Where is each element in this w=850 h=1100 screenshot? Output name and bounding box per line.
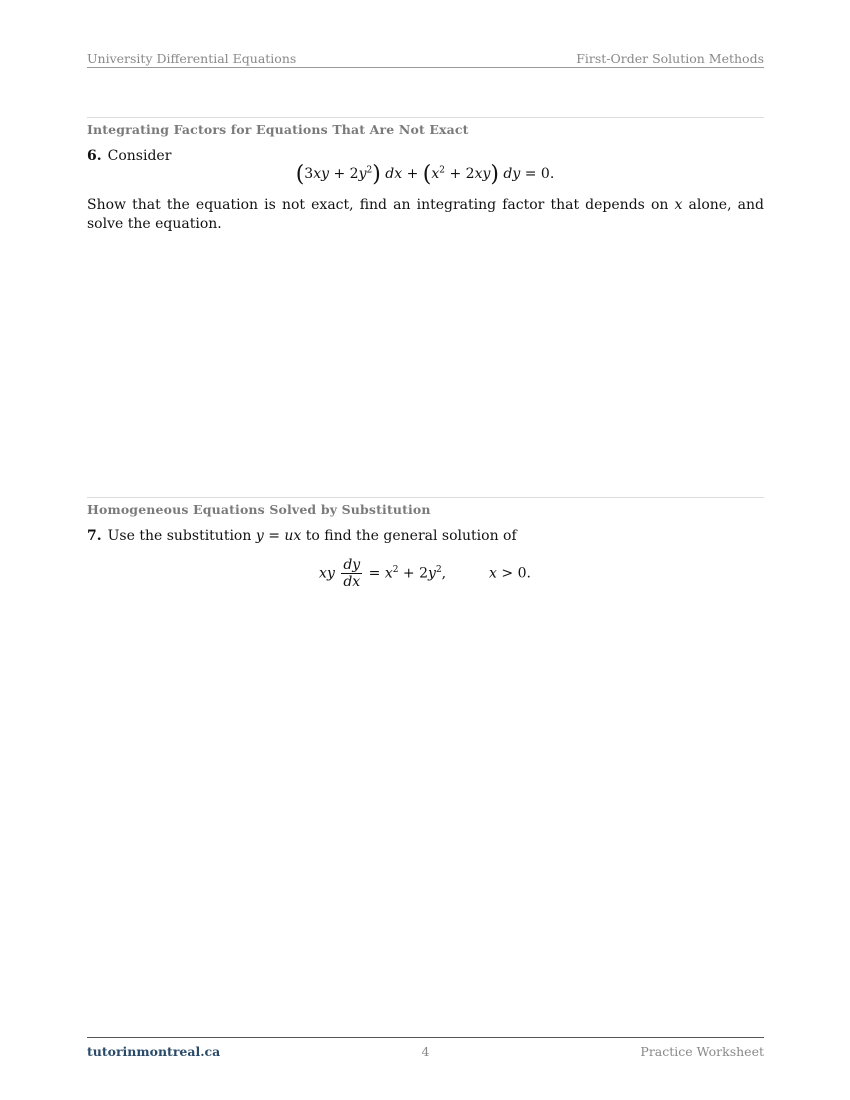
section-title: Homogeneous Equations Solved by Substitution <box>87 502 431 517</box>
page-header <box>87 50 764 68</box>
problem-number: 7. <box>87 528 102 544</box>
problem-6-intro: 6. Consider <box>87 148 172 164</box>
header-course-title: University Differential Equations <box>87 51 297 66</box>
section-divider <box>87 117 764 118</box>
section-divider <box>87 497 764 498</box>
page-number: 4 <box>421 1044 430 1059</box>
section-title: Integrating Factors for Equations That Are Not Exact <box>87 122 469 137</box>
problem-7-intro: 7. Use the substitution y = ux to find the general solution of <box>87 528 517 544</box>
footer-website: tutorinmontreal.ca <box>87 1044 221 1059</box>
problem-6-instructions: Show that the equation is not exact, find an integrating factor that depends on x alone, and solve the equation. <box>87 197 764 232</box>
derivative-fraction: $\frac{dy}{dx}$ <box>343 557 361 590</box>
footer-label: Practice Worksheet <box>640 1044 764 1059</box>
problem-number: 6. <box>87 148 102 164</box>
problem-7-equation: xy $\frac{dy}{dx}$ = $x^2 + 2y^2$, x > 0. <box>319 557 531 590</box>
header-topic-title: First-Order Solution Methods <box>576 51 764 66</box>
problem-6-equation: $(3xy + 2y^2)$ dx + $(x^2 + 2xy)$ dy = 0. <box>295 162 555 187</box>
page-footer <box>87 1037 764 1062</box>
